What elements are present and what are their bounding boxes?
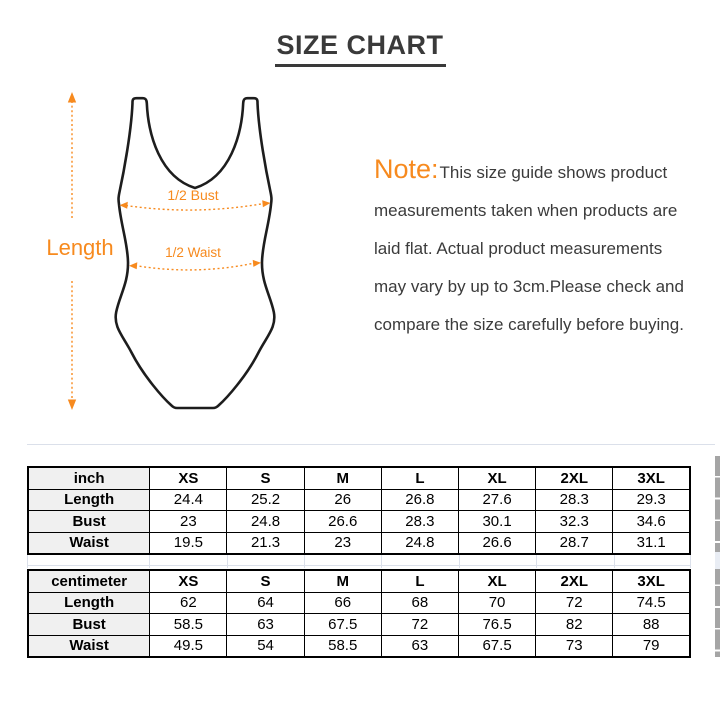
measurement-value-cell: 26 xyxy=(304,489,381,511)
measurement-value-cell: 49.5 xyxy=(150,635,227,657)
measurement-value-cell: 19.5 xyxy=(150,532,227,554)
measurement-value-cell: 67.5 xyxy=(458,635,535,657)
measurement-value-cell: 28.7 xyxy=(536,532,613,554)
measurement-value-cell: 74.5 xyxy=(613,592,690,614)
size-header-cell: 2XL xyxy=(536,467,613,489)
measurement-value-cell: 54 xyxy=(227,635,304,657)
size-header-cell: S xyxy=(227,570,304,592)
page-title: SIZE CHART xyxy=(275,30,446,67)
measurement-value-cell: 72 xyxy=(381,614,458,636)
table-row xyxy=(28,592,690,614)
table-header-row xyxy=(28,467,690,489)
measurement-value-cell: 67.5 xyxy=(304,614,381,636)
measurement-value-cell: 23 xyxy=(150,511,227,533)
title-bar xyxy=(0,30,720,67)
table-row xyxy=(28,635,690,657)
note-block xyxy=(374,150,714,344)
measurement-value-cell: 34.6 xyxy=(613,511,690,533)
table-row xyxy=(28,532,690,554)
measurement-value-cell: 24.8 xyxy=(381,532,458,554)
waist-label: 1/2 Waist xyxy=(165,245,221,260)
size-header-cell: L xyxy=(381,570,458,592)
measurement-value-cell: 26.6 xyxy=(304,511,381,533)
measurement-value-cell: 73 xyxy=(536,635,613,657)
measurement-value-cell: 28.3 xyxy=(381,511,458,533)
row-label-cell: Length xyxy=(28,489,150,511)
note-line: may vary by up to 3cm.Please check and xyxy=(374,277,684,296)
measurement-value-cell: 26.6 xyxy=(458,532,535,554)
measurement-value-cell: 30.1 xyxy=(458,511,535,533)
unit-header-cell: centimeter xyxy=(28,570,150,592)
note-heading: Note: xyxy=(374,154,439,184)
measurement-value-cell: 66 xyxy=(304,592,381,614)
measurement-value-cell: 58.5 xyxy=(304,635,381,657)
measurement-value-cell: 88 xyxy=(613,614,690,636)
size-header-cell: L xyxy=(381,467,458,489)
size-header-cell: XS xyxy=(150,467,227,489)
note-text: This size guide shows product xyxy=(439,163,668,182)
table-row xyxy=(28,511,690,533)
row-label-cell: Bust xyxy=(28,614,150,636)
measurement-value-cell: 29.3 xyxy=(613,489,690,511)
measurement-value-cell: 24.4 xyxy=(150,489,227,511)
faint-gridline-horizontal xyxy=(27,444,715,445)
measurement-value-cell: 26.8 xyxy=(381,489,458,511)
table-row xyxy=(28,614,690,636)
row-label-cell: Waist xyxy=(28,532,150,554)
measurement-value-cell: 79 xyxy=(613,635,690,657)
measurement-value-cell: 63 xyxy=(381,635,458,657)
size-header-cell: 2XL xyxy=(536,570,613,592)
size-header-cell: 3XL xyxy=(613,570,690,592)
bust-label: 1/2 Bust xyxy=(167,187,219,203)
size-header-cell: S xyxy=(227,467,304,489)
note-line xyxy=(374,150,714,192)
measurement-value-cell: 64 xyxy=(227,592,304,614)
cropped-column-strip-gap xyxy=(715,552,720,569)
size-header-cell: M xyxy=(304,570,381,592)
length-label: Length xyxy=(46,235,114,260)
size-header-cell: 3XL xyxy=(613,467,690,489)
unit-header-cell: inch xyxy=(28,467,150,489)
note-line: laid flat. Actual product measurements xyxy=(374,239,663,258)
measurement-value-cell: 68 xyxy=(381,592,458,614)
measurement-value-cell: 72 xyxy=(536,592,613,614)
note-line: compare the size carefully before buying. xyxy=(374,315,684,334)
size-header-cell: XL xyxy=(458,570,535,592)
size-header-cell: M xyxy=(304,467,381,489)
size-header-cell: XL xyxy=(458,467,535,489)
measurement-value-cell: 23 xyxy=(304,532,381,554)
measurement-value-cell: 21.3 xyxy=(227,532,304,554)
row-label-cell: Length xyxy=(28,592,150,614)
row-label-cell: Bust xyxy=(28,511,150,533)
measurement-value-cell: 63 xyxy=(227,614,304,636)
size-table-centimeter xyxy=(27,569,691,658)
garment-diagram xyxy=(30,85,360,425)
measurement-value-cell: 25.2 xyxy=(227,489,304,511)
row-label-cell: Waist xyxy=(28,635,150,657)
measurement-value-cell: 58.5 xyxy=(150,614,227,636)
measurement-value-cell: 27.6 xyxy=(458,489,535,511)
note-line: measurements taken when products are xyxy=(374,201,678,220)
measurement-value-cell: 28.3 xyxy=(536,489,613,511)
table-row xyxy=(28,489,690,511)
measurement-value-cell: 62 xyxy=(150,592,227,614)
size-header-cell: XS xyxy=(150,570,227,592)
size-table-inch xyxy=(27,466,691,555)
faint-gridline-horizontal xyxy=(27,565,691,566)
table-header-row xyxy=(28,570,690,592)
measurement-value-cell: 82 xyxy=(536,614,613,636)
measurement-value-cell: 31.1 xyxy=(613,532,690,554)
measurement-value-cell: 70 xyxy=(458,592,535,614)
measurement-value-cell: 76.5 xyxy=(458,614,535,636)
measurement-value-cell: 32.3 xyxy=(536,511,613,533)
measurement-value-cell: 24.8 xyxy=(227,511,304,533)
